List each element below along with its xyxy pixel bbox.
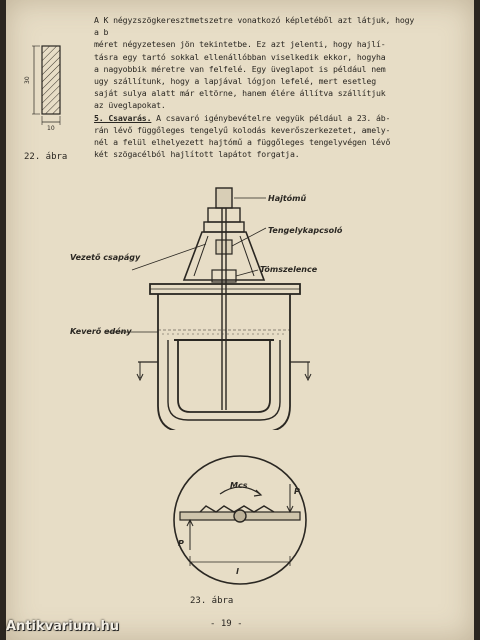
watermark-logo: Antikvarium.hu bbox=[6, 619, 119, 634]
section-line: nél a felül elhelyezett hajtómű a függőleges tengelyvégen lévő bbox=[94, 137, 391, 148]
figure-23-mixer-diagram bbox=[66, 180, 366, 430]
body-text bbox=[94, 14, 422, 160]
label-moment: Mcs bbox=[230, 481, 248, 490]
paragraph-line: a nagyobbik méretre van felfelé. Egy üveglapot is például nem bbox=[94, 63, 386, 74]
section-line bbox=[94, 112, 422, 124]
label-force-right: P bbox=[294, 487, 300, 496]
page-number: - 19 - bbox=[210, 619, 243, 629]
label-tengelykapcsolo: Tengelykapcsoló bbox=[268, 226, 343, 235]
label-vezeto-csapagy: Vezető csapágy bbox=[70, 253, 141, 262]
figure-22-height-dim: 30 bbox=[24, 76, 31, 84]
figure-22-cross-section bbox=[20, 40, 80, 160]
paragraph-line: tásra egy tartó sokkal ellenállóbban viselkedik ekkor, hogyha bbox=[94, 51, 386, 62]
document-page bbox=[6, 0, 474, 640]
label-hajtomu: Hajtómű bbox=[268, 194, 307, 203]
label-length: l bbox=[236, 567, 239, 576]
figure-23-caption: 23. ábra bbox=[190, 596, 234, 606]
section-heading: 5. Csavarás. bbox=[94, 112, 152, 123]
section-line-text: A csavaró igénybevételre vegyük például a 23. áb- bbox=[151, 112, 391, 123]
paragraph-line: ugy szállítunk, hogy a lapjával lógjon lefelé, mert esetleg bbox=[94, 76, 376, 87]
label-kevero-edeny: Keverő edény bbox=[70, 327, 132, 336]
figure-22-caption: 22. ábra bbox=[24, 152, 68, 162]
section-line: két szögacélból hajlított lapátot forgatja. bbox=[94, 149, 300, 160]
paragraph-line: A K négyzszögkeresztmetszetre vonatkozó képletéből azt látjuk, hogy a b bbox=[94, 15, 419, 38]
label-force-left: P bbox=[178, 539, 184, 548]
figure-23-torque-detail bbox=[160, 450, 320, 590]
paragraph-line: méret négyzetesen jön tekintetbe. Ez azt jelenti, hogy hajlí- bbox=[94, 39, 386, 50]
label-tomszelence: Tömszelence bbox=[260, 265, 318, 274]
paragraph-line: az üveglapokat. bbox=[94, 100, 166, 111]
figure-22-width-dim: 10 bbox=[47, 125, 55, 132]
section-line: rán lévő függőleges tengelyű kolodás keverőszerkezetet, amely- bbox=[94, 124, 391, 135]
paragraph-line: saját sulya alatt már eltörne, hanem élére állítva szállítjuk bbox=[94, 88, 386, 99]
